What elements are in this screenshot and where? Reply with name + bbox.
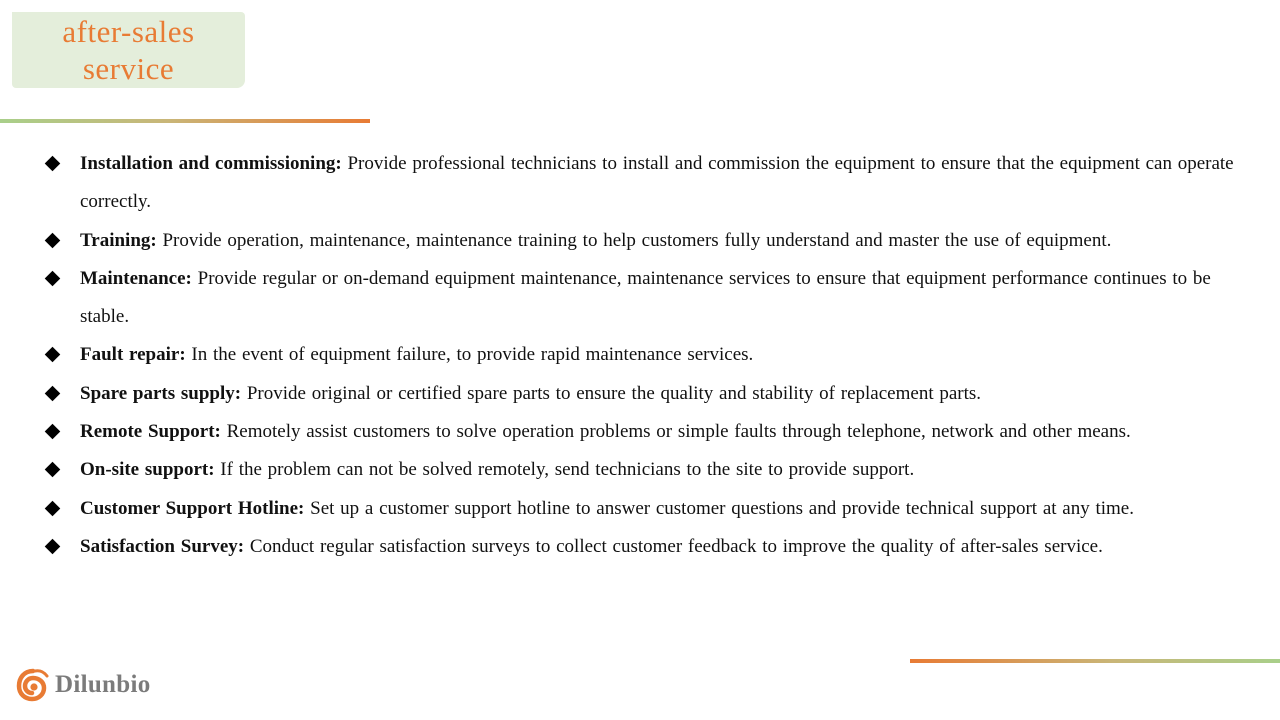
list-item <box>44 260 1244 337</box>
item-description: Provide professional technicians to install and commission the equipment to ensure that the equipment can operate correctly. <box>80 153 1234 213</box>
diamond-bullet-icon <box>45 156 61 172</box>
item-description: Remotely assist customers to solve operation problems or simple faults through telephone, network and other means. <box>226 421 1131 443</box>
list-item <box>44 222 1244 260</box>
item-term: Customer Support Hotline: <box>80 497 305 519</box>
item-term: On-site support: <box>80 459 215 481</box>
list-item <box>44 145 1244 222</box>
item-term: Fault repair: <box>80 344 186 366</box>
item-term: Training: <box>80 229 157 251</box>
diamond-bullet-icon <box>45 271 61 287</box>
list-item <box>44 451 1244 489</box>
item-description: In the event of equipment failure, to provide rapid maintenance services. <box>191 344 754 366</box>
bottom-divider <box>910 659 1280 663</box>
item-description: Conduct regular satisfaction surveys to collect customer feedback to improve the quality of after-sales service. <box>249 535 1103 557</box>
item-description: Provide original or certified spare parts to ensure the quality and stability of replacement parts. <box>246 382 982 404</box>
item-term: Satisfaction Survey: <box>80 535 245 557</box>
page-title-line-1: after-sales <box>62 14 195 49</box>
list-item <box>44 528 1244 566</box>
page-title-line-2: service <box>82 51 175 86</box>
diamond-bullet-icon <box>45 539 61 555</box>
diamond-bullet-icon <box>45 424 61 440</box>
brand-logo <box>16 668 151 702</box>
diamond-bullet-icon <box>45 232 61 248</box>
list-item <box>44 413 1244 451</box>
item-term: Remote Support: <box>80 421 221 443</box>
item-description: Provide operation, maintenance, maintenance training to help customers fully understand and master the use of equipment. <box>162 229 1112 251</box>
item-description: If the problem can not be solved remotely, send technicians to the site to provide support. <box>220 459 915 481</box>
list-item <box>44 336 1244 374</box>
page-title <box>12 12 245 88</box>
diamond-bullet-icon <box>45 500 61 516</box>
item-description: Provide regular or on-demand equipment maintenance, maintenance services to ensure that equipment performance continues to be stable. <box>80 267 1211 328</box>
dilunbio-logo-icon <box>16 668 50 702</box>
diamond-bullet-icon <box>45 347 61 363</box>
top-divider <box>0 119 370 123</box>
brand-name: Dilunbio <box>55 671 151 698</box>
item-term: Installation and commissioning: <box>80 153 342 174</box>
item-term: Spare parts supply: <box>80 382 242 404</box>
item-term: Maintenance: <box>80 267 192 289</box>
service-list <box>44 145 1244 566</box>
diamond-bullet-icon <box>45 462 61 478</box>
item-description: Set up a customer support hotline to answer customer questions and provide technical support at any time. <box>310 497 1134 519</box>
list-item <box>44 490 1244 528</box>
list-item <box>44 375 1244 413</box>
diamond-bullet-icon <box>45 386 61 402</box>
